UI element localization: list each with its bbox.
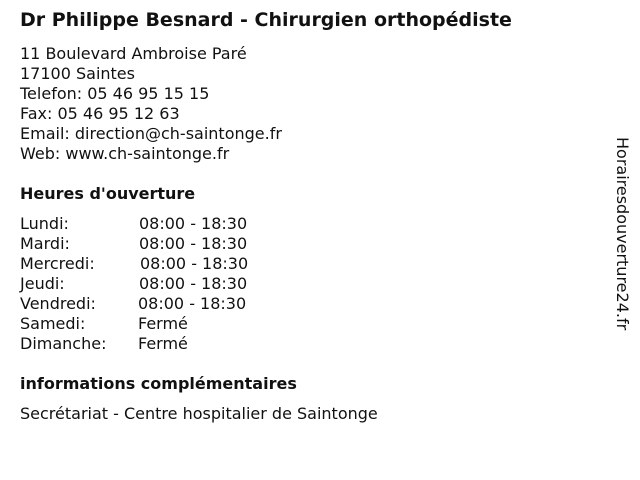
day-label: Samedi: [20, 314, 86, 333]
fax-line: Fax: 05 46 95 12 63 [20, 104, 180, 123]
address-city: 17100 Saintes [20, 64, 135, 83]
email-line[interactable]: Email: direction@ch-saintonge.fr [20, 124, 282, 143]
day-label: Vendredi: [20, 294, 96, 313]
day-hours: 08:00 - 18:30 [138, 294, 247, 313]
day-hours: Fermé [138, 334, 188, 353]
day-label: Mercredi: [20, 254, 95, 273]
day-label: Lundi: [20, 214, 69, 233]
day-hours: 08:00 - 18:30 [139, 214, 248, 233]
day-label: Jeudi: [20, 274, 65, 293]
day-label: Mardi: [20, 234, 70, 253]
day-hours: 08:00 - 18:30 [139, 274, 248, 293]
day-hours: Fermé [138, 314, 188, 333]
day-hours: 08:00 - 18:30 [140, 254, 249, 273]
phone-line: Telefon: 05 46 95 15 15 [20, 84, 210, 103]
day-label: Dimanche: [20, 334, 107, 353]
page-title: Dr Philippe Besnard - Chirurgien orthopédiste [20, 9, 512, 31]
address-street: 11 Boulevard Ambroise Paré [20, 44, 247, 63]
info-text: Secrétariat - Centre hospitalier de Saintonge [20, 404, 378, 423]
hours-heading: Heures d'ouverture [20, 184, 196, 203]
web-line[interactable]: Web: www.ch-saintonge.fr [20, 144, 230, 163]
day-hours: 08:00 - 18:30 [139, 234, 248, 253]
info-heading: informations complémentaires [20, 374, 297, 393]
watermark-text: Horairesdouverture24.fr [613, 137, 632, 331]
